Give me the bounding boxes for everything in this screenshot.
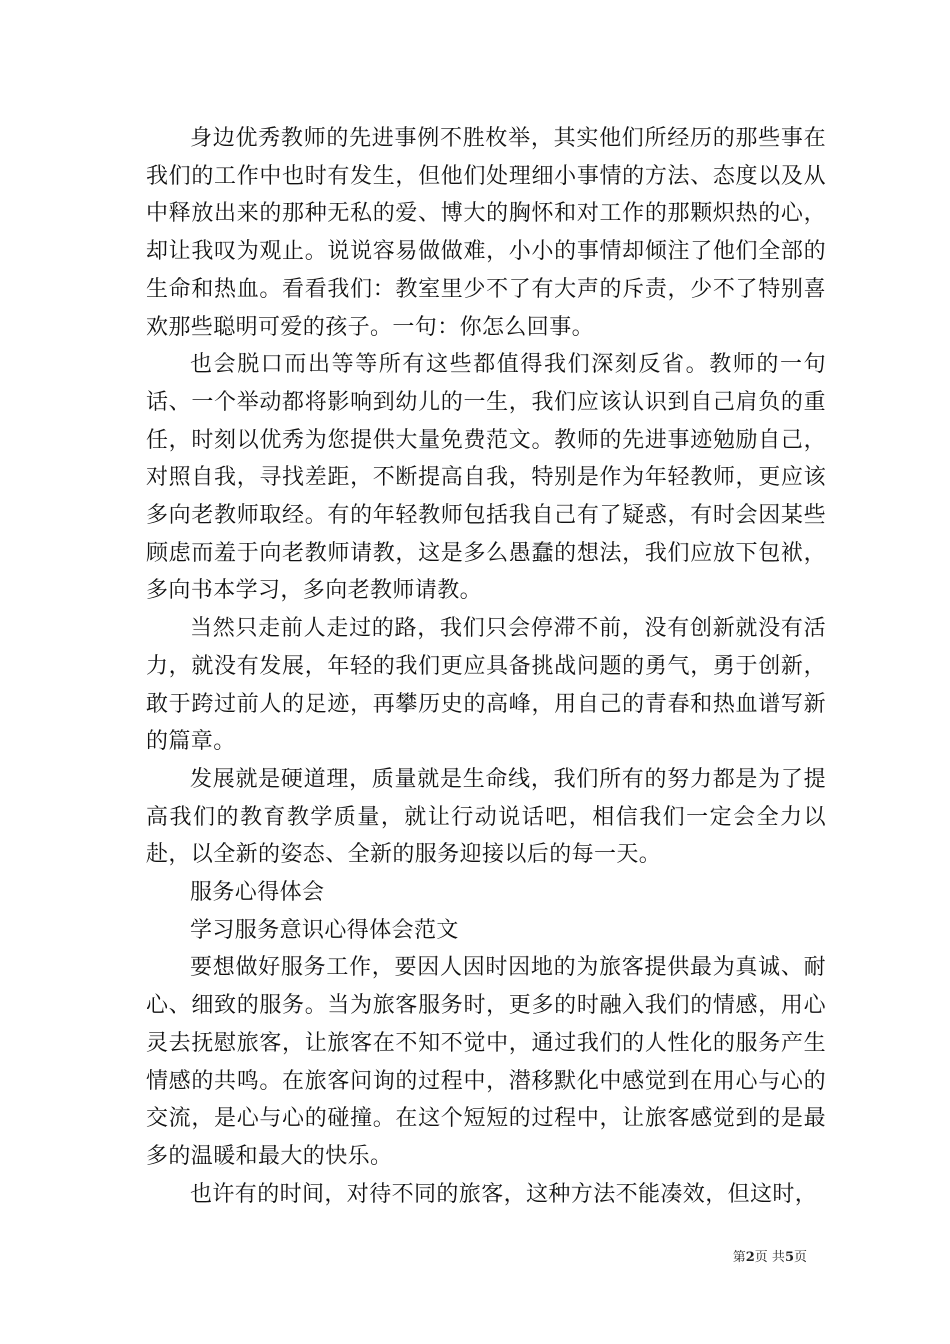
footer-prefix: 第 [732,1250,746,1265]
page-number-footer [733,1246,807,1265]
paragraph-3: 当然只走前人走过的路，我们只会停滞不前，没有创新就没有活力，就没有发展，年轻的我们更应具备挑战问题的勇气，勇于创新，敢于跨过前人的足迹，再攀历史的高峰，用自己的青春和热血谱写新的篇章。 [146,616,826,755]
footer-middle: 页 共 [754,1250,785,1265]
article-title: 学习服务意识心得体会范文 [190,917,459,943]
current-page-number: 2 [745,1250,755,1265]
document-body [146,120,826,1213]
paragraph-1: 身边优秀教师的先进事例不胜枚举，其实他们所经历的那些事在我们的工作中也时有发生，但他们处理细小事情的方法、态度以及从中释放出来的那种无私的爱、博大的胸怀和对工作的那颗炽热的心，却让我叹为观止。说说容易做做难，小小的事情却倾注了他们全部的生命和热血。看看我们：教室里少不了有大声的斥责，少不了特别喜欢那些聪明可爱的孩子。一句：你怎么回事。 [146,126,826,340]
paragraph-5: 要想做好服务工作，要因人因时因地的为旅客提供最为真诚、耐心、细致的服务。当为旅客服务时，更多的时融入我们的情感，用心灵去抚慰旅客，让旅客在不知不觉中，通过我们的人性化的服务产生情感的共鸣。在旅客问询的过程中，潜移默化中感觉到在用心与心的交流，是心与心的碰撞。在这个短短的过程中，让旅客感觉到的是最多的温暖和最大的快乐。 [146,955,826,1169]
total-pages-number: 5 [784,1250,794,1265]
paragraph-4: 发展就是硬道理，质量就是生命线，我们所有的努力都是为了提高我们的教育教学质量，就让行动说话吧，相信我们一定会全力以赴，以全新的姿态、全新的服务迎接以后的每一天。 [146,766,826,868]
paragraph-2: 也会脱口而出等等所有这些都值得我们深刻反省。教师的一句话、一个举动都将影响到幼儿的一生，我们应该认识到自己肩负的重任，时刻以优秀为您提供大量免费范文。教师的先进事迹勉励自己，对照自我，寻找差距，不断提高自我，特别是作为年轻教师，更应该多向老教师取经。有的年轻教师包括我自己有了疑惑，有时会因某些顾虑而羞于向老教师请教，这是多么愚蠢的想法，我们应放下包袱，多向书本学习，多向老教师请教。 [146,352,826,604]
section-heading: 服务心得体会 [190,880,325,906]
paragraph-6: 也许有的时间，对待不同的旅客，这种方法不能凑效，但这时， [190,1181,818,1207]
footer-suffix: 页 [793,1250,807,1265]
